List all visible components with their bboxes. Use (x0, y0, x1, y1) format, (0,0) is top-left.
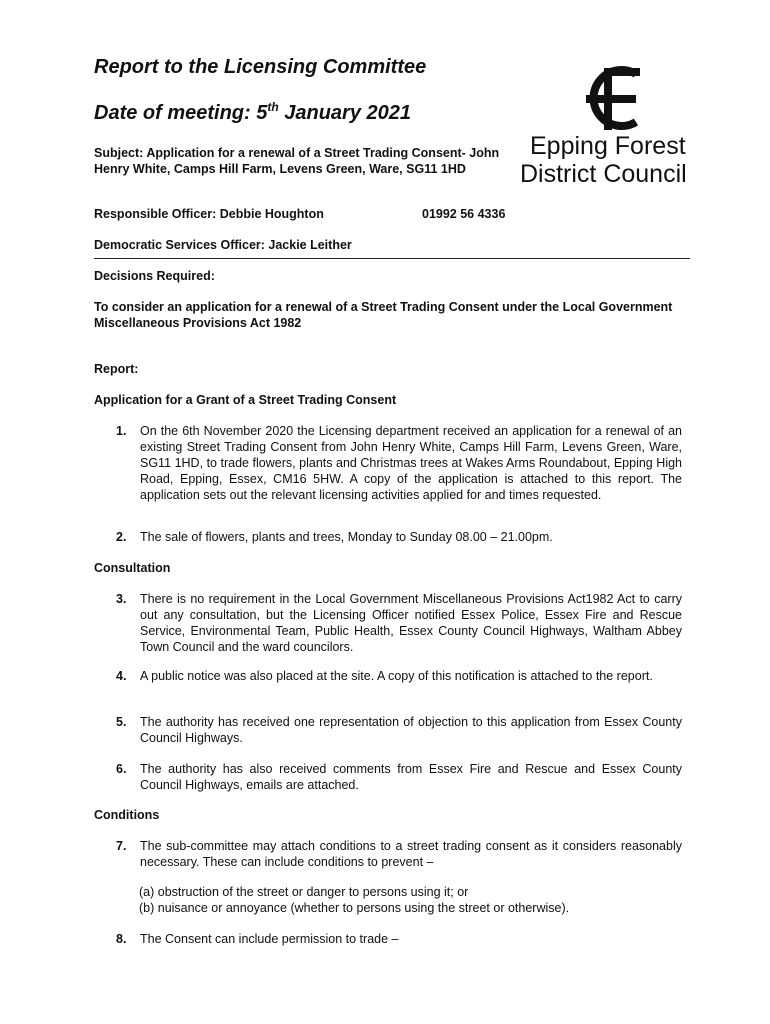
item-text: The sub-committee may attach conditions to a street trading consent as it considers reasonably necessary. These can include conditions to prevent – (140, 839, 682, 869)
item-number: 6. (116, 762, 127, 776)
sub-item-a: (a) obstruction of the street or danger to persons using it; or (139, 885, 469, 899)
list-item (116, 931, 682, 947)
list-item (116, 761, 682, 793)
list-item (116, 529, 682, 545)
responsible-officer: Responsible Officer: Debbie Houghton (94, 207, 324, 221)
list-item (116, 714, 682, 746)
list-item (116, 838, 682, 870)
meeting-date-prefix: Date of meeting: 5 (94, 102, 268, 124)
logo-line-2: District Council (520, 160, 687, 188)
report-heading: Report: (94, 362, 139, 376)
item-number: 2. (116, 530, 127, 544)
list-item (116, 423, 682, 503)
application-heading: Application for a Grant of a Street Trading Consent (94, 393, 397, 407)
sub-item-b: (b) nuisance or annoyance (whether to persons using the street or otherwise). (139, 901, 570, 915)
subject-line: Subject: Application for a renewal of a Street Trading Consent- John Henry White, Camps Hill Farm, Levens Green, Ware, SG11 1HD (94, 146, 500, 176)
horizontal-divider (94, 258, 690, 259)
item-text: The authority has received one representation of objection to this application from Essex County Council Highways. (140, 715, 682, 745)
item-text: The authority has also received comments from Essex Fire and Rescue and Essex County Council Highways, emails are attached. (140, 762, 682, 792)
meeting-date-ordinal: th (267, 100, 279, 114)
list-item (116, 668, 682, 684)
item-number: 7. (116, 839, 127, 853)
logo-line-1: Epping Forest (530, 132, 686, 160)
responsible-officer-row (94, 206, 554, 222)
item-number: 5. (116, 715, 127, 729)
consultation-heading: Consultation (94, 561, 171, 575)
meeting-date (94, 100, 411, 125)
council-logo (520, 64, 710, 194)
meeting-date-suffix: January 2021 (278, 102, 412, 124)
list-item (116, 591, 682, 655)
decisions-heading: Decisions Required: (94, 269, 215, 283)
item-number: 1. (116, 424, 127, 438)
item-text: There is no requirement in the Local Government Miscellaneous Provisions Act1982 Act to carry out any consultation, but the Licensing Officer notified Essex Police, Essex Fire and Rescue Service, Environmental Team, Public Health, Essex County Council Highways, Waltham Abbey Town Council and the ward councilors. (140, 592, 682, 654)
democratic-officer: Democratic Services Officer: Jackie Leither (94, 238, 352, 252)
council-emblem-icon (520, 64, 710, 134)
item-number: 8. (116, 932, 127, 946)
item-number: 3. (116, 592, 127, 606)
decisions-text: To consider an application for a renewal of a Street Trading Consent under the Local Government Miscellaneous Provisions Act 1982 (94, 300, 673, 330)
item-text: The Consent can include permission to trade – (140, 932, 399, 946)
item-text: A public notice was also placed at the site. A copy of this notification is attached to the report. (140, 669, 653, 683)
officer-phone: 01992 56 4336 (422, 207, 506, 221)
item-text: The sale of flowers, plants and trees, Monday to Sunday 08.00 – 21.00pm. (140, 530, 553, 544)
item-number: 4. (116, 669, 127, 683)
item-text: On the 6th November 2020 the Licensing department received an application for a renewal of an existing Street Trading Consent from John Henry White, Camps Hill Farm, Levens Green, Ware, SG11 1HD, to trade flowers, plants and Christmas trees at Wakes Arms Roundabout, Epping High Road, Epping, Essex, CM16 5HW. A copy of the application is attached to this report. The application sets out the relevant licensing activities applied for and times requested. (140, 424, 682, 502)
report-title: Report to the Licensing Committee (94, 56, 427, 78)
conditions-heading: Conditions (94, 808, 160, 822)
